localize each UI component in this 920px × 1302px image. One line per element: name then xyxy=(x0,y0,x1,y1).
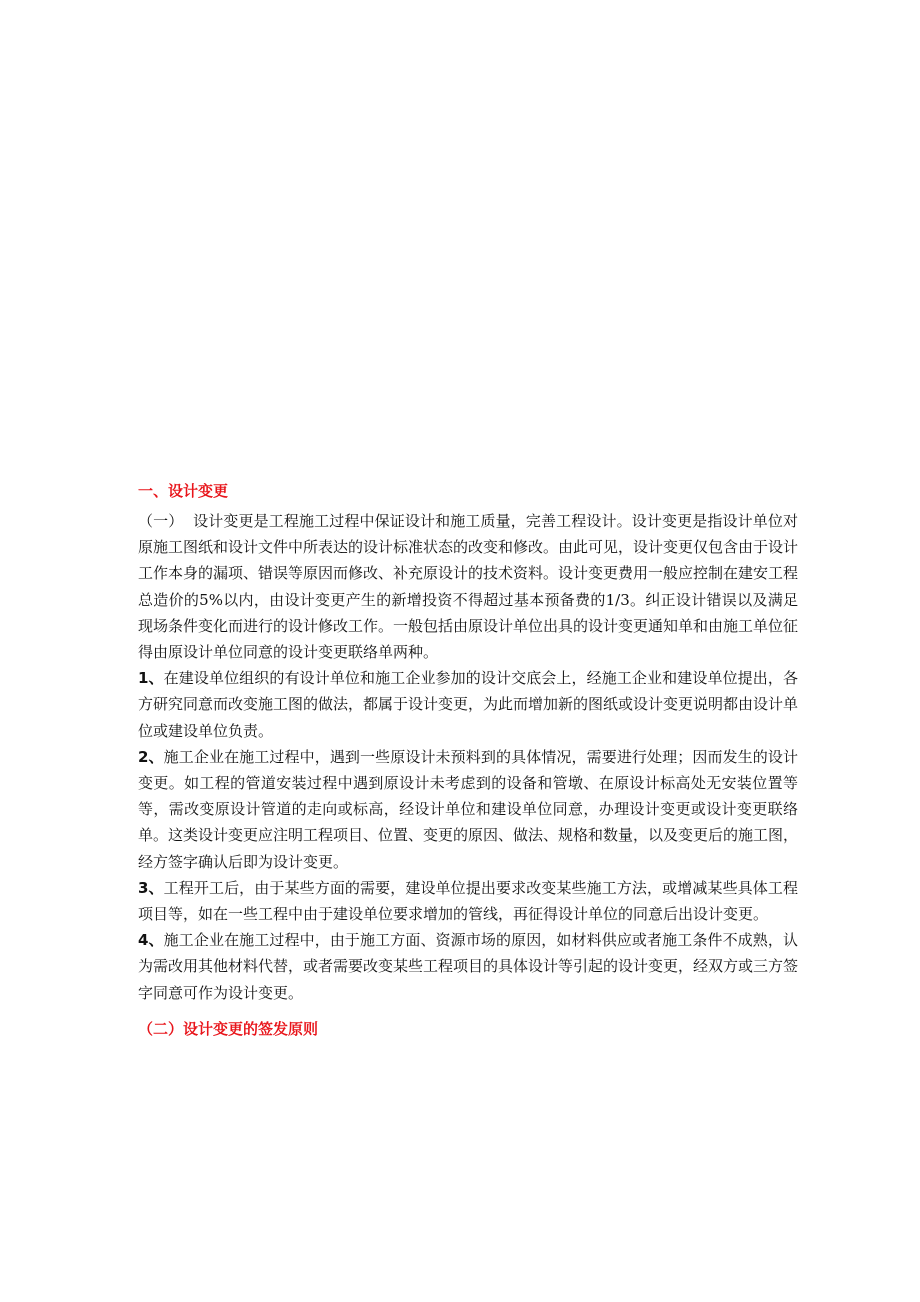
list-item-text: 在建设单位组织的有设计单位和施工企业参加的设计交底会上，经施工企业和建设单位提出，各方研究同意而改变施工图的做法，都属于设计变更，为此而增加新的图纸或设计变更说明都由设计单位或建设单位负责。 xyxy=(138,669,799,740)
list-item-number: 3、 xyxy=(138,878,164,897)
list-item-1 xyxy=(138,665,798,744)
intro-prefix: （一） xyxy=(138,512,184,530)
list-item-text: 施工企业在施工过程中，遇到一些原设计未预料到的具体情况，需要进行处理；因而发生的设计变更。如工程的管道安装过程中遇到原设计未考虑到的设备和管墩、在原设计标高处无安装位置等等，需改变原设计管道的走向或标高，经设计单位和建设单位同意，办理设计变更或设计变更联络单。这类设计变更应注明工程项目、位置、变更的原因、做法、规格和数量，以及变更后的施工图，经方签字确认后即为设计变更。 xyxy=(138,747,799,871)
intro-text: 设计变更是工程施工过程中保证设计和施工质量，完善工程设计。设计变更是指设计单位对原施工图纸和设计文件中所表达的设计标准状态的改变和修改。由此可见，设计变更仅包含由于设计工作本身的漏项、错误等原因而修改、补充原设计的技术资料。设计变更费用一般应控制在建安工程总造价的5%以内，由设计变更产生的新增投资不得超过基本预备费的1/3。纠正设计错误以及满足现场条件变化而进行的设计修改工作。一般包括由原设计单位出具的设计变更通知单和由施工单位征得由原设计单位同意的设计变更联络单两种。 xyxy=(138,512,799,662)
list-item-text: 施工企业在施工过程中，由于施工方面、资源市场的原因，如材料供应或者施工条件不成熟，认为需改用其他材料代替，或者需要改变某些工程项目的具体设计等引起的设计变更，经双方或三方签字同意可作为设计变更。 xyxy=(138,931,799,1002)
intro-paragraph xyxy=(138,508,798,665)
subsection-heading-signing-principles: （二）设计变更的签发原则 xyxy=(138,1019,319,1038)
list-item-number: 2、 xyxy=(138,747,164,766)
list-item-4 xyxy=(138,927,798,1006)
list-item-3 xyxy=(138,875,798,927)
list-item-2 xyxy=(138,744,798,875)
section-heading-design-change: 一、设计变更 xyxy=(138,482,229,500)
list-item-number: 4、 xyxy=(138,931,164,950)
list-item-text: 工程开工后，由于某些方面的需要，建设单位提出要求改变某些施工方法，或增减某些具体工程项目等，如在一些工程中由于建设单位要求增加的管线，再征得设计单位的同意后出设计变更。 xyxy=(138,878,798,924)
list-item-number: 1、 xyxy=(138,669,164,688)
document-body xyxy=(138,478,798,1046)
